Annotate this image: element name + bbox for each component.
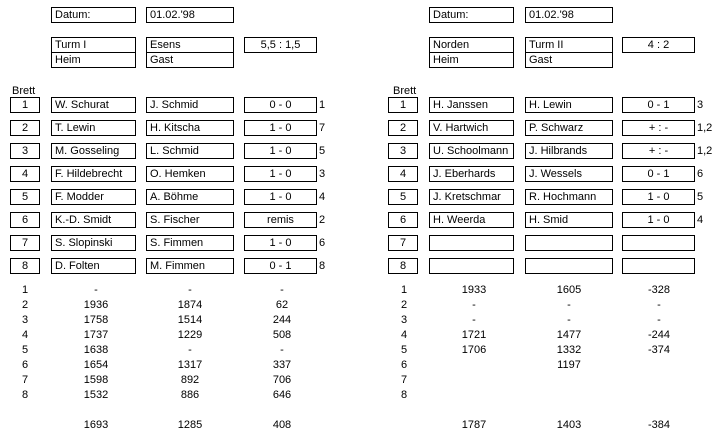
left-board-extra: 4	[319, 191, 326, 203]
right-board-number: 4	[388, 166, 418, 182]
left-home-player: M. Gosseling	[51, 143, 136, 159]
left-board-number: 1	[10, 97, 40, 113]
right-board-extra: 1,2	[697, 145, 713, 157]
right-rating-index: 5	[401, 344, 408, 356]
right-rating-diff: -328	[647, 284, 671, 296]
right-board-result: + : -	[622, 120, 695, 136]
left-board-number: 6	[10, 212, 40, 228]
right-rating-home: -	[472, 314, 476, 326]
left-rating-guest: 892	[180, 374, 200, 386]
right-rating-home: 1706	[461, 344, 487, 356]
left-rating-home: 1598	[83, 374, 109, 386]
right-guest-label: Gast	[525, 52, 613, 68]
left-board-result: 1 - 0	[244, 143, 317, 159]
right-board-number: 6	[388, 212, 418, 228]
left-guest-player: A. Böhme	[146, 189, 234, 205]
right-guest-player: J. Wessels	[525, 166, 613, 182]
right-home-player: H. Janssen	[429, 97, 514, 113]
right-board-result: 1 - 0	[622, 189, 695, 205]
left-rating-guest: 1229	[177, 329, 203, 341]
right-guest-player	[525, 258, 613, 274]
right-board-number: 2	[388, 120, 418, 136]
left-rating-index: 6	[22, 359, 29, 371]
left-rating-home: 1936	[83, 299, 109, 311]
left-board-result: 1 - 0	[244, 120, 317, 136]
right-rating-diff: -244	[647, 329, 671, 341]
left-rating-guest: 886	[180, 389, 200, 401]
right-home-player: J. Eberhards	[429, 166, 514, 182]
right-rating-index: 2	[401, 299, 408, 311]
left-rating-diff: 706	[272, 374, 292, 386]
right-board-extra: 1,2	[697, 122, 713, 134]
right-rating-guest: -	[567, 299, 571, 311]
left-board-extra: 2	[319, 214, 326, 226]
right-board-extra: 3	[697, 99, 704, 111]
left-board-extra: 1	[319, 99, 326, 111]
right-total-guest: 1403	[556, 419, 582, 431]
right-board-number: 1	[388, 97, 418, 113]
right-total-home: 1787	[461, 419, 487, 431]
right-rating-index: 8	[401, 389, 408, 401]
left-board-result: 0 - 0	[244, 97, 317, 113]
left-board-number: 7	[10, 235, 40, 251]
left-rating-home: -	[94, 284, 98, 296]
right-rating-guest: 1197	[557, 359, 581, 371]
left-total-diff: 408	[272, 419, 292, 431]
left-board-result: 0 - 1	[244, 258, 317, 274]
left-rating-guest: -	[188, 344, 192, 356]
right-guest-player: R. Hochmann	[525, 189, 613, 205]
left-rating-home: 1654	[83, 359, 109, 371]
right-home-player: U. Schoolmann	[429, 143, 514, 159]
left-guest-label: Gast	[146, 52, 234, 68]
left-guest-player: S. Fimmen	[146, 235, 234, 251]
left-guest-player: J. Schmid	[146, 97, 234, 113]
left-board-result: 1 - 0	[244, 189, 317, 205]
left-board-number: 4	[10, 166, 40, 182]
left-board-extra: 6	[319, 237, 326, 249]
left-rating-diff: -	[280, 344, 284, 356]
left-board-extra: 5	[319, 145, 326, 157]
left-guest-player: O. Hemken	[146, 166, 234, 182]
left-date-value: 01.02.'98	[146, 7, 234, 23]
right-guest-player: P. Schwarz	[525, 120, 613, 136]
right-board-number: 3	[388, 143, 418, 159]
left-rating-diff: -	[280, 284, 284, 296]
right-board-result	[622, 258, 695, 274]
right-board-number: 5	[388, 189, 418, 205]
left-home-player: T. Lewin	[51, 120, 136, 136]
left-guest-player: S. Fischer	[146, 212, 234, 228]
right-guest-player: J. Hilbrands	[525, 143, 613, 159]
left-team-score: 5,5 : 1,5	[244, 37, 317, 53]
right-home-player: H. Weerda	[429, 212, 514, 228]
left-rating-index: 2	[22, 299, 29, 311]
left-home-player: W. Schurat	[51, 97, 136, 113]
left-rating-index: 7	[22, 374, 29, 386]
left-rating-diff: 508	[272, 329, 292, 341]
right-date-value: 01.02.'98	[525, 7, 613, 23]
left-guest-player: L. Schmid	[146, 143, 234, 159]
left-total-guest: 1285	[177, 419, 203, 431]
right-team-home: Norden	[429, 37, 514, 53]
right-rating-index: 6	[401, 359, 408, 371]
left-team-guest: Esens	[146, 37, 234, 53]
left-home-player: F. Modder	[51, 189, 136, 205]
left-rating-home: 1758	[83, 314, 109, 326]
left-board-extra: 3	[319, 168, 326, 180]
right-board-result: 0 - 1	[622, 166, 695, 182]
left-rating-home: 1532	[83, 389, 109, 401]
left-board-number: 5	[10, 189, 40, 205]
right-home-player: J. Kretschmar	[429, 189, 514, 205]
left-board-number: 8	[10, 258, 40, 274]
right-board-extra: 5	[697, 191, 704, 203]
left-brett-heading: Brett	[12, 85, 36, 97]
right-rating-index: 3	[401, 314, 408, 326]
left-rating-home: 1638	[83, 344, 109, 356]
right-rating-guest: -	[567, 314, 571, 326]
right-guest-player: H. Smid	[525, 212, 613, 228]
left-home-player: K.-D. Smidt	[51, 212, 136, 228]
left-rating-index: 4	[22, 329, 29, 341]
left-rating-home: 1737	[83, 329, 109, 341]
left-rating-diff: 62	[275, 299, 289, 311]
right-rating-diff: -	[657, 299, 661, 311]
right-board-result	[622, 235, 695, 251]
left-home-player: F. Hildebrecht	[51, 166, 136, 182]
right-board-result: + : -	[622, 143, 695, 159]
right-rating-index: 7	[401, 374, 408, 386]
right-board-extra: 4	[697, 214, 704, 226]
left-rating-guest: 1874	[177, 299, 203, 311]
right-rating-diff: -	[657, 314, 661, 326]
left-rating-diff: 244	[272, 314, 292, 326]
right-rating-guest: 1477	[556, 329, 582, 341]
left-board-number: 3	[10, 143, 40, 159]
right-brett-heading: Brett	[393, 85, 417, 97]
left-team-home: Turm I	[51, 37, 136, 53]
right-rating-home: 1933	[461, 284, 487, 296]
right-rating-diff: -374	[647, 344, 671, 356]
left-board-result: 1 - 0	[244, 166, 317, 182]
left-board-number: 2	[10, 120, 40, 136]
right-team-score: 4 : 2	[622, 37, 695, 53]
right-guest-player: H. Lewin	[525, 97, 613, 113]
right-rating-guest: 1332	[556, 344, 582, 356]
left-home-player: D. Folten	[51, 258, 136, 274]
left-rating-guest: 1514	[177, 314, 203, 326]
left-rating-index: 3	[22, 314, 29, 326]
right-home-player: V. Hartwich	[429, 120, 514, 136]
left-rating-diff: 646	[272, 389, 292, 401]
left-rating-index: 5	[22, 344, 29, 356]
right-guest-player	[525, 235, 613, 251]
right-team-guest: Turm II	[525, 37, 613, 53]
right-rating-index: 1	[401, 284, 408, 296]
right-rating-guest: 1605	[556, 284, 582, 296]
left-guest-player: M. Fimmen	[146, 258, 234, 274]
left-rating-diff: 337	[272, 359, 292, 371]
right-home-label: Heim	[429, 52, 514, 68]
left-home-label: Heim	[51, 52, 136, 68]
left-board-result: 1 - 0	[244, 235, 317, 251]
left-board-result: remis	[244, 212, 317, 228]
left-board-extra: 7	[319, 122, 326, 134]
left-rating-index: 1	[22, 284, 29, 296]
right-board-number: 8	[388, 258, 418, 274]
left-rating-guest: 1317	[177, 359, 203, 371]
left-guest-player: H. Kitscha	[146, 120, 234, 136]
right-total-diff: -384	[647, 419, 671, 431]
right-board-extra: 6	[697, 168, 704, 180]
right-rating-home: 1721	[461, 329, 487, 341]
right-rating-index: 4	[401, 329, 408, 341]
right-board-number: 7	[388, 235, 418, 251]
right-home-player	[429, 258, 514, 274]
left-board-extra: 8	[319, 260, 326, 272]
left-total-home: 1693	[83, 419, 109, 431]
right-datum-label: Datum:	[429, 7, 514, 23]
left-rating-guest: -	[188, 284, 192, 296]
left-home-player: S. Slopinski	[51, 235, 136, 251]
right-home-player	[429, 235, 514, 251]
right-rating-home: -	[472, 299, 476, 311]
right-board-result: 1 - 0	[622, 212, 695, 228]
left-rating-index: 8	[22, 389, 29, 401]
right-board-result: 0 - 1	[622, 97, 695, 113]
left-datum-label: Datum:	[51, 7, 136, 23]
